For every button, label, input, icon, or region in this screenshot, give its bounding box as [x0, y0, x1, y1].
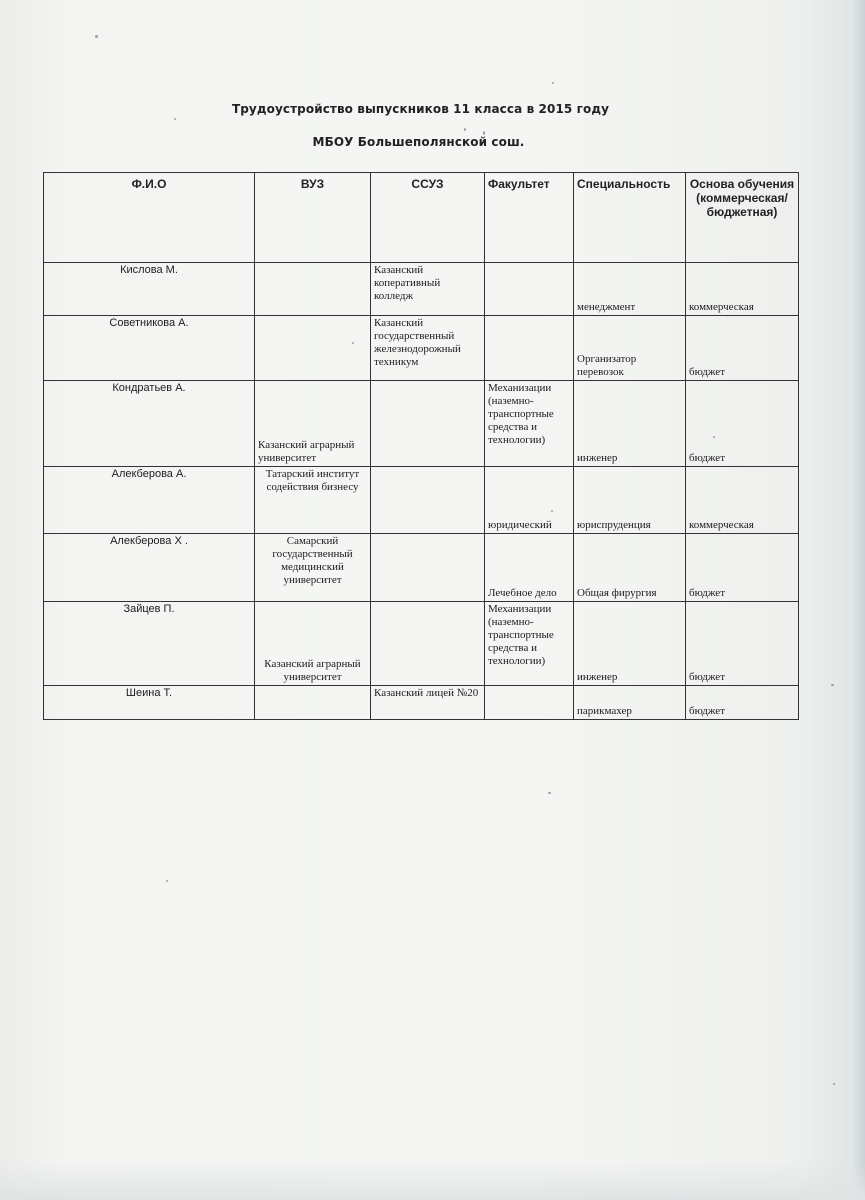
cell-ssuz: Казанский лицей №20 — [371, 686, 485, 720]
scan-speck — [95, 35, 98, 38]
scan-speck — [548, 792, 551, 794]
cell-name: Алекберова Х . — [44, 534, 255, 602]
cell-name: Шеина Т. — [44, 686, 255, 720]
header-ssuz: ССУЗ — [371, 173, 485, 263]
cell-vuz — [255, 316, 371, 381]
cell-specialty: парикмахер — [574, 686, 686, 720]
cell-vuz — [255, 263, 371, 316]
scan-speck — [174, 118, 176, 120]
cell-basis: коммерческая — [686, 467, 799, 534]
table-row — [44, 381, 799, 467]
cell-faculty: Лечебное дело — [485, 534, 574, 602]
cell-ssuz — [371, 602, 485, 686]
cell-specialty: юриспруденция — [574, 467, 686, 534]
cell-faculty — [485, 316, 574, 381]
cell-specialty: Общая фирургия — [574, 534, 686, 602]
cell-faculty: Механизации (наземно-транспортные средства и технологии) — [485, 381, 574, 467]
table-row — [44, 316, 799, 381]
cell-basis: бюджет — [686, 316, 799, 381]
cell-ssuz — [371, 381, 485, 467]
header-specialty: Специальность — [574, 173, 686, 263]
cell-basis: бюджет — [686, 686, 799, 720]
cell-name: Зайцев П. — [44, 602, 255, 686]
cell-vuz — [255, 686, 371, 720]
cell-basis: бюджет — [686, 381, 799, 467]
cell-vuz: Казанский аграрный университет — [255, 602, 371, 686]
table-header-row — [44, 173, 799, 263]
cell-faculty: юридический — [485, 467, 574, 534]
cell-specialty: менеджмент — [574, 263, 686, 316]
cell-basis: бюджет — [686, 602, 799, 686]
table-row — [44, 467, 799, 534]
table-row — [44, 686, 799, 720]
graduates-table — [43, 172, 799, 720]
cell-vuz: Самарский государственный медицинский университет — [255, 534, 371, 602]
cell-specialty: Организатор перевозок — [574, 316, 686, 381]
cell-specialty: инженер — [574, 381, 686, 467]
cell-vuz: Татарский институт содействия бизнесу — [255, 467, 371, 534]
scan-speck — [833, 1083, 835, 1085]
cell-name: Кислова М. — [44, 263, 255, 316]
cell-name: Советникова А. — [44, 316, 255, 381]
header-vuz: ВУЗ — [255, 173, 371, 263]
document-title: Трудоустройство выпускников 11 класса в 2015 году — [231, 102, 610, 116]
cell-name: Кондратьев А. — [44, 381, 255, 467]
header-basis: Основа обучения (коммерческая/ бюджетная) — [686, 173, 799, 263]
cell-vuz: Казанский аграрный университет — [255, 381, 371, 467]
cell-basis: коммерческая — [686, 263, 799, 316]
scan-speck — [166, 880, 168, 882]
cell-basis: бюджет — [686, 534, 799, 602]
header-name: Ф.И.О — [44, 173, 255, 263]
cell-ssuz: Казанский коперативный колледж — [371, 263, 485, 316]
table-row — [44, 263, 799, 316]
cell-specialty: инженер — [574, 602, 686, 686]
scan-speck — [464, 128, 466, 131]
cell-ssuz — [371, 467, 485, 534]
cell-faculty — [485, 686, 574, 720]
school-name: МБОУ Большеполянской сош. — [312, 135, 525, 149]
paper-right-edge-shadow — [851, 0, 865, 1200]
paper-bottom-edge-shadow — [0, 1160, 865, 1200]
scan-speck — [831, 684, 834, 686]
scan-speck — [552, 82, 554, 84]
cell-faculty: Механизации (наземно-транспортные средства и технологии) — [485, 602, 574, 686]
table-row — [44, 602, 799, 686]
cell-faculty — [485, 263, 574, 316]
table-row — [44, 534, 799, 602]
cell-ssuz — [371, 534, 485, 602]
cell-name: Алекберова А. — [44, 467, 255, 534]
cell-ssuz: Казанский государственный железнодорожный техникум — [371, 316, 485, 381]
header-faculty: Факультет — [485, 173, 574, 263]
